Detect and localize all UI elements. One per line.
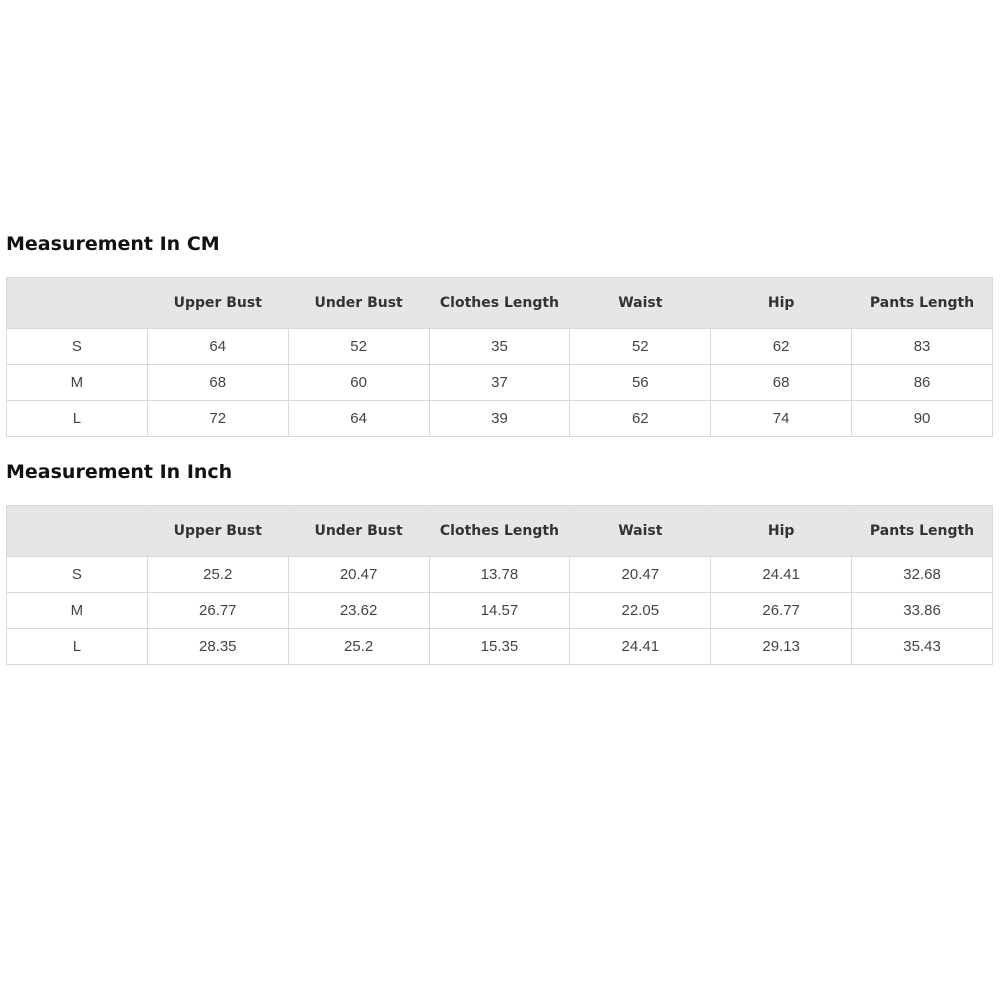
table-cell: 20.47	[570, 557, 711, 593]
table-cell: 22.05	[570, 593, 711, 629]
header-pants-length: Pants Length	[852, 278, 993, 329]
table-cell: 52	[570, 329, 711, 365]
table-cell: 23.62	[288, 593, 429, 629]
table-cell: 74	[711, 401, 852, 437]
size-label: L	[7, 401, 148, 437]
table-cell: 24.41	[711, 557, 852, 593]
table-row	[7, 401, 993, 437]
table-cell: 25.2	[147, 557, 288, 593]
table-cell: 72	[147, 401, 288, 437]
table-cell: 15.35	[429, 629, 570, 665]
table-cell: 29.13	[711, 629, 852, 665]
header-waist: Waist	[570, 278, 711, 329]
table-cell: 90	[852, 401, 993, 437]
table-cell: 62	[570, 401, 711, 437]
measurement-table-cm	[6, 277, 993, 437]
table-cell: 39	[429, 401, 570, 437]
measurement-table-inch	[6, 505, 993, 665]
table-cell: 26.77	[147, 593, 288, 629]
size-label: S	[7, 329, 148, 365]
header-upper-bust: Upper Bust	[147, 506, 288, 557]
table-cell: 37	[429, 365, 570, 401]
table-cell: 62	[711, 329, 852, 365]
table-cell: 20.47	[288, 557, 429, 593]
header-pants-length: Pants Length	[852, 506, 993, 557]
size-label: L	[7, 629, 148, 665]
header-clothes-length: Clothes Length	[429, 278, 570, 329]
table-cell: 25.2	[288, 629, 429, 665]
table-cell: 68	[147, 365, 288, 401]
table-row	[7, 629, 993, 665]
table-cell: 24.41	[570, 629, 711, 665]
table-cell: 32.68	[852, 557, 993, 593]
table-cell: 13.78	[429, 557, 570, 593]
header-waist: Waist	[570, 506, 711, 557]
size-chart-inch	[6, 458, 993, 665]
size-label: M	[7, 593, 148, 629]
header-cell-empty	[7, 278, 148, 329]
table-cell: 35	[429, 329, 570, 365]
header-row	[7, 506, 993, 557]
table-cell: 35.43	[852, 629, 993, 665]
table-cell: 52	[288, 329, 429, 365]
header-under-bust: Under Bust	[288, 506, 429, 557]
header-row	[7, 278, 993, 329]
section-title-inch: Measurement In Inch	[6, 461, 233, 483]
section-title-cm: Measurement In CM	[6, 233, 220, 255]
header-upper-bust: Upper Bust	[147, 278, 288, 329]
table-cell: 64	[147, 329, 288, 365]
table-row	[7, 365, 993, 401]
table-cell: 33.86	[852, 593, 993, 629]
table-row	[7, 593, 993, 629]
header-clothes-length: Clothes Length	[429, 506, 570, 557]
header-under-bust: Under Bust	[288, 278, 429, 329]
header-hip: Hip	[711, 278, 852, 329]
table-cell: 28.35	[147, 629, 288, 665]
table-cell: 60	[288, 365, 429, 401]
table-cell: 14.57	[429, 593, 570, 629]
table-cell: 86	[852, 365, 993, 401]
table-row	[7, 329, 993, 365]
table-row	[7, 557, 993, 593]
size-chart-cm	[6, 230, 993, 437]
size-label: S	[7, 557, 148, 593]
table-cell: 64	[288, 401, 429, 437]
header-cell-empty	[7, 506, 148, 557]
table-cell: 26.77	[711, 593, 852, 629]
table-cell: 68	[711, 365, 852, 401]
table-cell: 56	[570, 365, 711, 401]
table-cell: 83	[852, 329, 993, 365]
size-label: M	[7, 365, 148, 401]
header-hip: Hip	[711, 506, 852, 557]
